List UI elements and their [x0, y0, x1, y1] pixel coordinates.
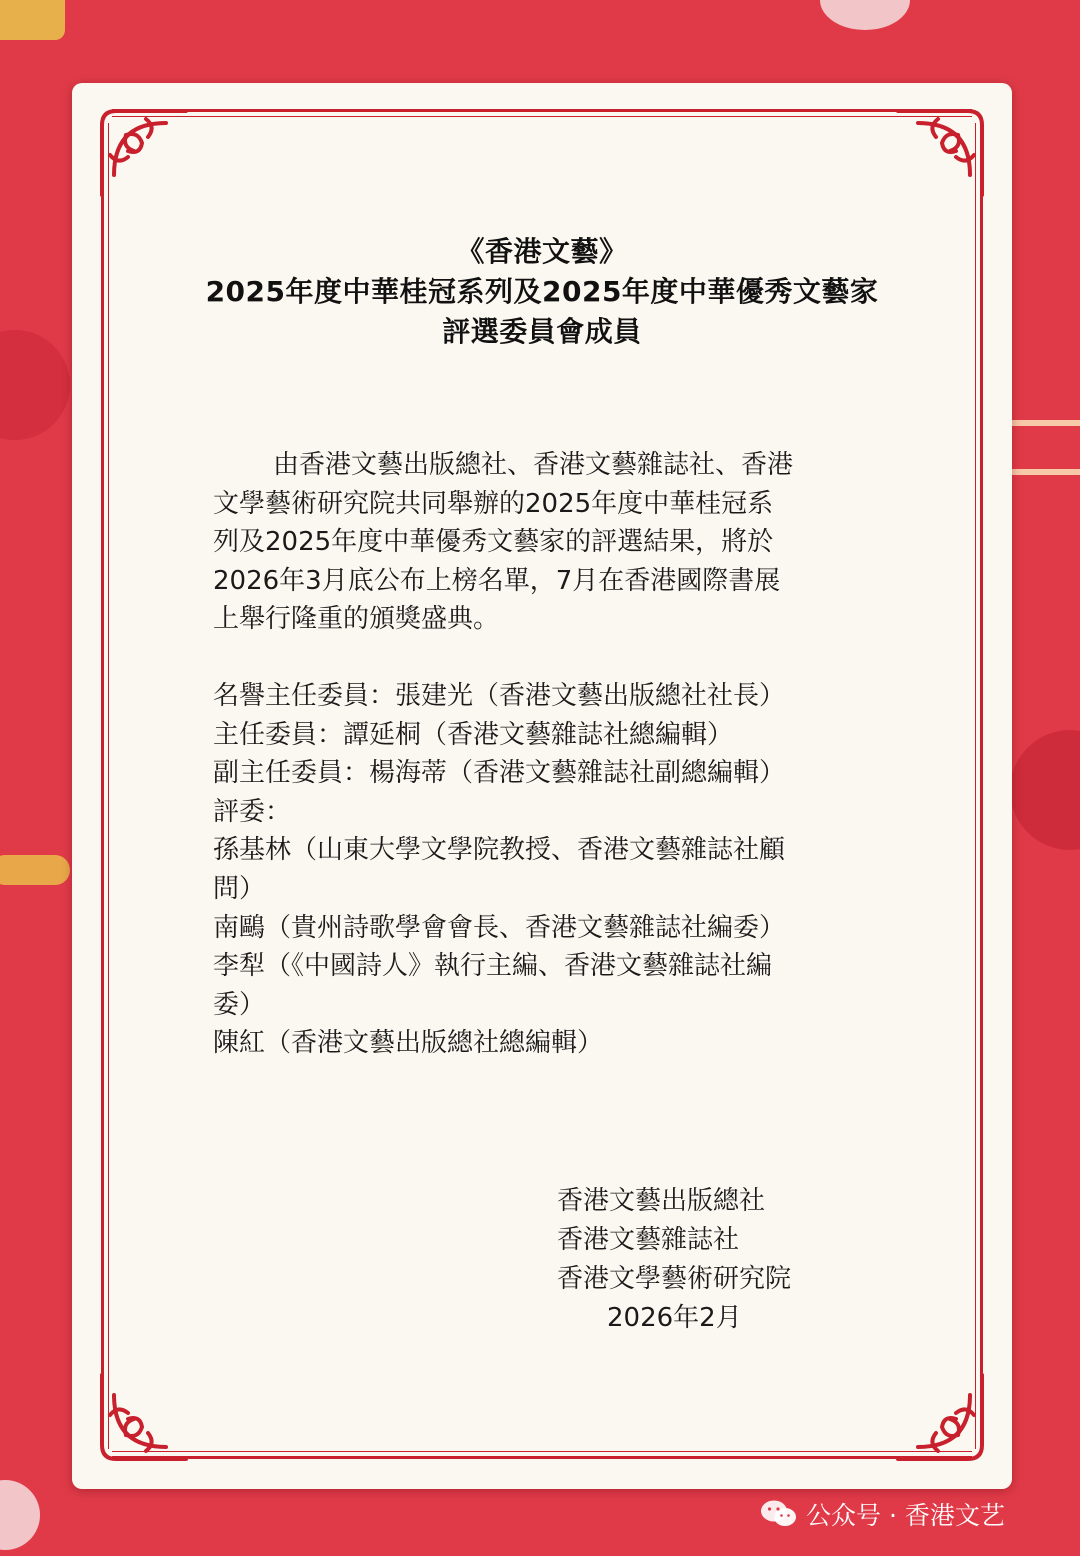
- watermark-text: 公众号 · 香港文艺: [806, 1501, 1005, 1530]
- judge-item: 南鷗（貴州詩歌學會會長、香港文藝雜誌社編委）: [213, 912, 786, 943]
- title-line-1: 《香港文藝》: [456, 235, 628, 268]
- corner-ornament-top-right: [892, 105, 988, 201]
- plum-blossom-decoration: [0, 330, 70, 440]
- intro-line: 上舉行隆重的頒獎盛典。: [213, 604, 500, 635]
- plum-blossom-decoration: [0, 1480, 40, 1550]
- frame-bottom-inner: [112, 1451, 972, 1452]
- intro-line: 列及2025年度中華優秀文藝家的評選結果，將於: [213, 527, 774, 558]
- signature-org-1: 香港文藝出版總社: [557, 1186, 766, 1216]
- signature-date: 2026年2月: [607, 1303, 742, 1333]
- corner-ornament-bottom-right: [892, 1369, 988, 1465]
- certificate-card: [72, 83, 1012, 1489]
- intro-paragraph: [213, 446, 868, 639]
- judge-item: 李犁（《中國詩人》執行主編、香港文藝雜誌社編: [213, 951, 773, 982]
- plum-blossom-decoration: [1010, 730, 1080, 850]
- judge-item: 委）: [213, 989, 266, 1020]
- cloud-stripe-decoration: [1008, 420, 1080, 475]
- gold-ribbon-decoration: [0, 0, 65, 40]
- corner-ornament-bottom-left: [96, 1369, 192, 1465]
- frame-top: [112, 109, 972, 112]
- title-line-3: 評選委員會成員: [442, 315, 642, 348]
- judge-item: 問）: [213, 873, 266, 904]
- title-line-2: 2025年度中華桂冠系列及2025年度中華優秀文藝家: [205, 275, 879, 308]
- committee-list: [213, 677, 868, 1063]
- frame-top-inner: [112, 116, 972, 117]
- intro-line: 2026年3月底公布上榜名單，7月在香港國際書展: [213, 565, 781, 596]
- wechat-icon: [760, 1499, 798, 1529]
- chair: 主任委員：譚延桐（香港文藝雜誌社總編輯）: [213, 719, 734, 750]
- intro-line: 由香港文藝出版總社、香港文藝雜誌社、香港: [273, 450, 794, 480]
- corner-ornament-top-left: [96, 105, 192, 201]
- signature-org-3: 香港文學藝術研究院: [557, 1264, 792, 1294]
- watermark: [760, 1494, 1080, 1534]
- signature-org-2: 香港文藝雜誌社: [557, 1225, 740, 1255]
- judge-item: 孫基林（山東大學文學院教授、香港文藝雜誌社顧: [213, 835, 786, 866]
- judge-item: 陳紅（香港文藝出版總社總編輯）: [213, 1028, 604, 1059]
- frame-bottom: [112, 1456, 972, 1459]
- plum-blossom-decoration: [820, 0, 910, 30]
- vice-chair: 副主任委員：楊海蒂（香港文藝雜誌社副總編輯）: [213, 758, 786, 789]
- honorary-chair: 名譽主任委員：張建光（香港文藝出版總社社長）: [213, 681, 786, 711]
- intro-line: 文學藝術研究院共同舉辦的2025年度中華桂冠系: [213, 488, 774, 519]
- gold-cloud-decoration: [0, 855, 70, 885]
- judges-label: 評委：: [213, 796, 292, 827]
